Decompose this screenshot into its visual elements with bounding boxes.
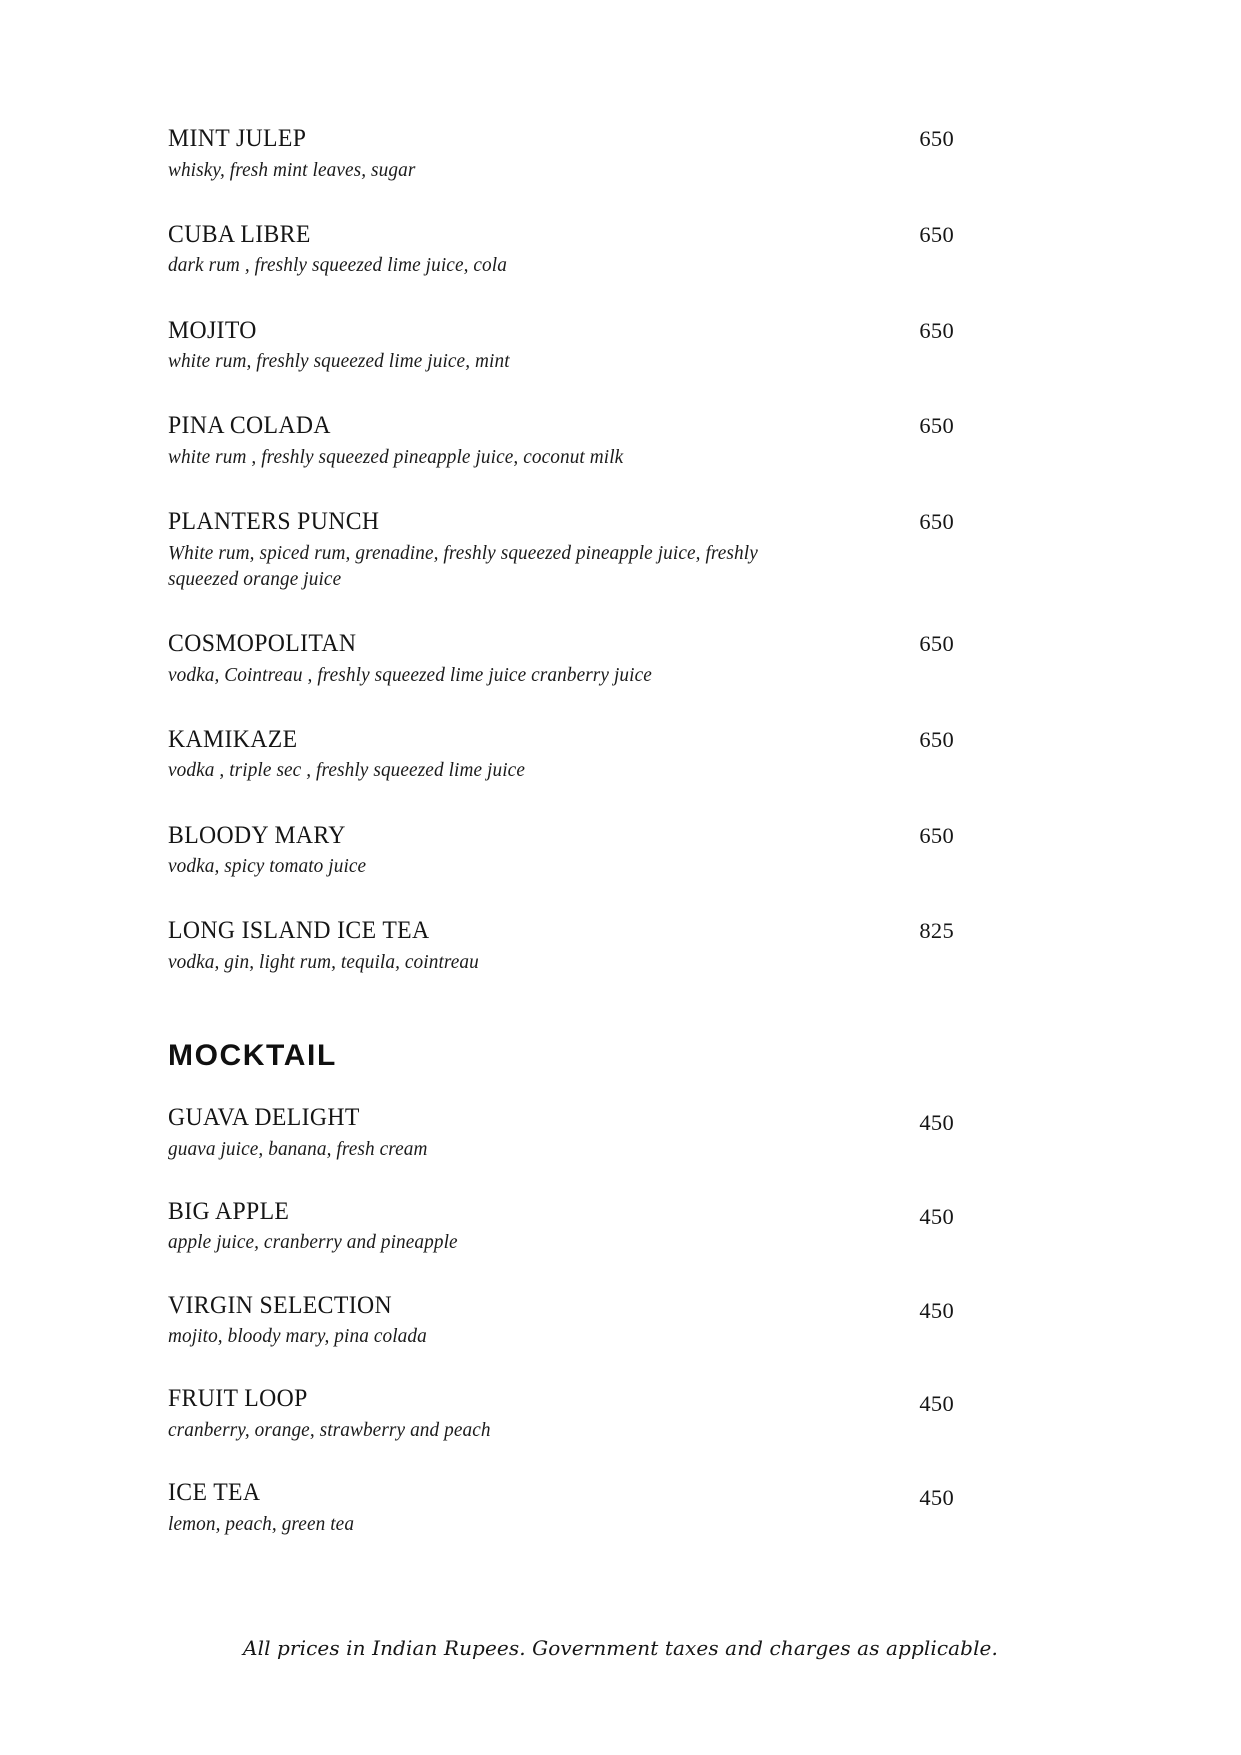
menu-item-price: 450 — [919, 1203, 954, 1229]
menu-item — [168, 1103, 954, 1162]
menu-item-header — [168, 1383, 954, 1417]
menu-item — [168, 1478, 954, 1537]
menu-item-header — [168, 316, 954, 344]
menu-item-price: 450 — [919, 1391, 954, 1417]
menu-item-name: COSMOPOLITAN — [168, 628, 357, 658]
menu-item-price: 650 — [919, 413, 954, 439]
menu-item-price: 650 — [919, 822, 954, 848]
menu-item-name: LONG ISLAND ICE TEA — [168, 915, 430, 945]
menu-item-name: CUBA LIBRE — [168, 218, 311, 248]
menu-item-description: guava juice, banana, fresh cream — [168, 1137, 428, 1160]
menu-item-description: vodka, spicy tomato juice — [168, 855, 367, 878]
menu-item-name: PLANTERS PUNCH — [168, 506, 380, 536]
menu-item-header — [168, 629, 954, 657]
menu-item — [168, 507, 954, 592]
menu-item-header — [168, 220, 954, 248]
menu-item-name: PINA COLADA — [168, 410, 331, 440]
menu-item-name: ICE TEA — [168, 1477, 261, 1507]
menu-item-description: vodka , triple sec , freshly squeezed lime juice — [168, 759, 525, 782]
section-cocktails — [168, 124, 954, 975]
menu-item-price: 650 — [919, 509, 954, 535]
menu-item-header — [168, 916, 954, 944]
menu-item-description: whisky, fresh mint leaves, sugar — [168, 158, 416, 181]
menu-content — [168, 124, 954, 1572]
menu-item-price: 650 — [919, 726, 954, 752]
menu-item — [168, 1291, 954, 1350]
menu-item — [168, 821, 954, 880]
menu-item-description: white rum , freshly squeezed pineapple juice, coconut milk — [168, 445, 624, 468]
menu-item-name: BLOODY MARY — [168, 819, 346, 849]
page-footer-note: All prices in Indian Rupees. Government taxes and charges as applicable. — [243, 1636, 998, 1660]
menu-item-name: GUAVA DELIGHT — [168, 1102, 360, 1132]
menu-item-header — [168, 1102, 954, 1136]
menu-item-price: 650 — [919, 126, 954, 151]
menu-item-price: 450 — [919, 1110, 954, 1136]
menu-item — [168, 316, 954, 375]
menu-item-name: MINT JULEP — [168, 123, 307, 152]
menu-item — [168, 629, 954, 688]
menu-item-header — [168, 725, 954, 753]
menu-item-description: apple juice, cranberry and pineapple — [168, 1231, 458, 1254]
menu-item — [168, 411, 954, 470]
section-spacer — [168, 1073, 954, 1103]
menu-item-header — [168, 1477, 954, 1511]
menu-item-header — [168, 411, 954, 439]
menu-item-name: VIRGIN SELECTION — [168, 1289, 392, 1319]
menu-item-price: 650 — [919, 317, 954, 343]
menu-item-price: 650 — [919, 631, 954, 657]
menu-item-header — [168, 124, 954, 152]
menu-item-description: lemon, peach, green tea — [168, 1512, 355, 1535]
menu-item-header — [168, 1289, 954, 1323]
menu-item-description: vodka, gin, light rum, tequila, cointreau — [168, 950, 479, 973]
menu-item — [168, 916, 954, 975]
menu-item-description: dark rum , freshly squeezed lime juice, cola — [168, 254, 507, 277]
menu-item-price: 450 — [919, 1485, 954, 1511]
menu-item-name: KAMIKAZE — [168, 723, 298, 753]
section-heading-mocktail: MOCKTAIL — [168, 1039, 337, 1073]
section-spacer — [168, 975, 954, 1039]
menu-item — [168, 1197, 954, 1256]
menu-item-header — [168, 507, 954, 535]
menu-item-header — [168, 1195, 954, 1229]
menu-item-price: 825 — [919, 918, 954, 944]
menu-item-description: cranberry, orange, strawberry and peach — [168, 1418, 491, 1441]
menu-item — [168, 124, 954, 183]
menu-item — [168, 725, 954, 784]
menu-item-price: 450 — [919, 1297, 954, 1323]
menu-item-name: FRUIT LOOP — [168, 1383, 308, 1413]
menu-item-description: White rum, spiced rum, grenadine, freshly squeezed pineapple juice, freshly squeezed orange juice — [168, 541, 758, 590]
menu-item — [168, 1384, 954, 1443]
menu-item-name: BIG APPLE — [168, 1195, 290, 1225]
menu-item-price: 650 — [919, 221, 954, 247]
menu-item — [168, 220, 954, 279]
menu-item-header — [168, 821, 954, 849]
menu-item-description: white rum, freshly squeezed lime juice, mint — [168, 350, 510, 373]
menu-item-description: vodka, Cointreau , freshly squeezed lime juice cranberry juice — [168, 663, 652, 686]
menu-item-description: mojito, bloody mary, pina colada — [168, 1325, 427, 1348]
section-mocktails — [168, 1103, 954, 1537]
menu-item-name: MOJITO — [168, 314, 257, 344]
